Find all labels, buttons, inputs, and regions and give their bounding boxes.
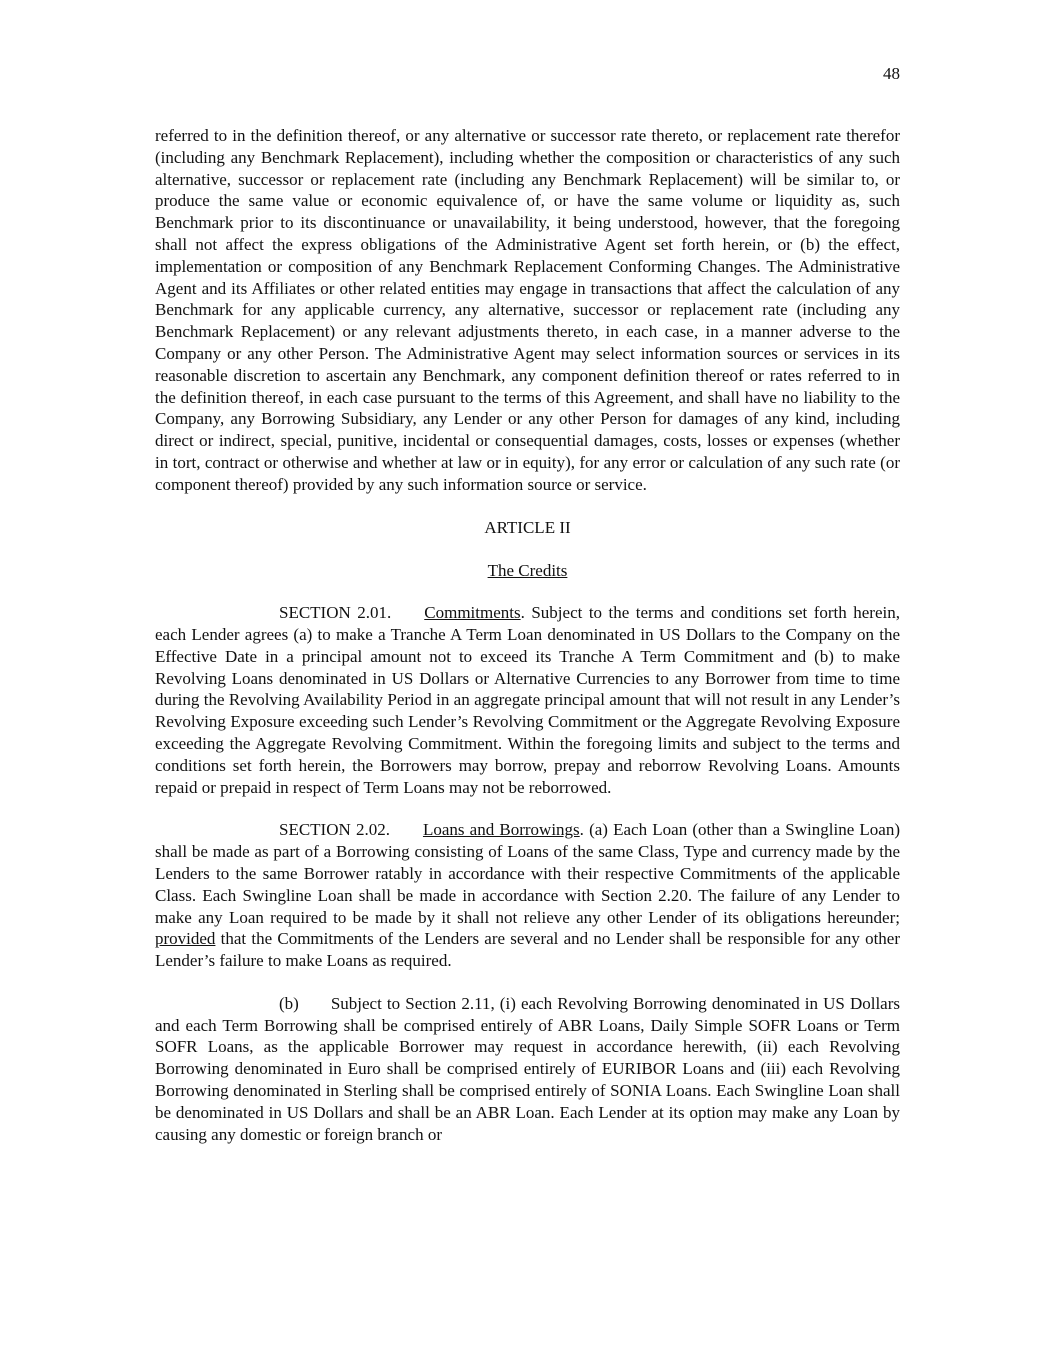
- section-2-02-b: [155, 993, 900, 1146]
- page-number: 48: [883, 64, 900, 83]
- section-2-01-body: . Subject to the terms and conditions set forth herein, each Lender agrees (a) to make a Tranche A Term Loan denominated in US Dollars to the Company on the Effective Date in a principal amount not to exceed its Tranche A Term Commitment and (b) to make Revolving Loans denominated in US Dollars or Alternative Currencies to any Borrower from time to time during the Revolving Availability Period in an aggregate principal amount that will not result in any Lender’s Revolving Exposure exceeding such Lender’s Revolving Commitment or the Aggregate Revolving Exposure exceeding the Aggregate Revolving Commitment. Within the foregoing limits and subject to the terms and conditions set forth herein, the Borrowers may borrow, prepay and reborrow Revolving Loans. Amounts repaid or prepaid in respect of Term Loans may not be reborrowed.: [155, 603, 900, 797]
- section-2-01: [155, 602, 900, 798]
- article-title: [155, 560, 900, 582]
- article-heading: ARTICLE II: [484, 517, 571, 537]
- section-2-02-title: Loans and Borrowings: [422, 820, 580, 840]
- section-2-02: [155, 819, 900, 972]
- section-2-02-provided: provided: [155, 929, 216, 949]
- section-2-02-body-after: that the Commitments of the Lenders are several and no Lender shall be responsible for any other Lender’s failure to make Loans as required.: [155, 929, 900, 971]
- section-2-02-body-before: . (a) Each Loan (other than a Swingline Loan) shall be made as part of a Borrowing consisting of Loans of the same Class, Type and currency made by the Lenders to the same Borrower ratably in accordance with their respective Commitments of the applicable Class. Each Swingline Loan shall be made in accordance with Section 2.20. The failure of any Lender to make any Loan required to be made by it shall not relieve any other Lender of its obligations hereunder;: [155, 820, 900, 927]
- section-2-01-number: SECTION 2.01.: [279, 603, 392, 623]
- section-2-01-title: Commitments: [424, 603, 521, 623]
- section-2-02-b-body: Subject to Section 2.11, (i) each Revolving Borrowing denominated in US Dollars and each Term Borrowing shall be comprised entirely of ABR Loans, Daily Simple SOFR Loans or Term SOFR Loans, as the applicable Borrower may request in accordance herewith, (ii) each Revolving Borrowing denominated in Euro shall be comprised entirely of EURIBOR Loans and (iii) each Revolving Borrowing denominated in Sterling shall be comprised entirely of SONIA Loans. Each Swingline Loan shall be denominated in US Dollars and shall be an ABR Loan. Each Lender at its option may make any Loan by causing any domestic or foreign branch or: [155, 993, 900, 1144]
- article-title-text: The Credits: [487, 561, 568, 581]
- section-2-02-number: SECTION 2.02.: [279, 820, 390, 840]
- document-body: [155, 125, 900, 1145]
- intro-paragraph: referred to in the definition thereof, or any alternative or successor rate thereto, or replacement rate therefor (including any Benchmark Replacement), including whether the composition or characteristics of any such alternative, successor or replacement rate (including any Benchmark Replacement) will be similar to, or produce the same value or economic equivalence of, or have the same volume or liquidity as, such Benchmark prior to its discontinuance or unavailability, it being understood, however, that the foregoing shall not affect the express obligations of the Administrative Agent set forth herein, or (b) the effect, implementation or composition of any Benchmark Replacement Conforming Changes. The Administrative Agent and its Affiliates or other related entities may engage in transactions that affect the calculation of any Benchmark for any applicable currency, any alternative, successor or replacement rate (including any Benchmark Replacement) or any relevant adjustments thereto, in each case, in a manner adverse to the Company or any other Person. The Administrative Agent may select information sources or services in its reasonable discretion to ascertain any Benchmark, any component definition thereof or rates referred to in the definition thereof, in each case pursuant to the terms of this Agreement, and shall have no liability to the Company, any Borrowing Subsidiary, any Lender or any other Person for damages of any kind, including direct or indirect, special, punitive, incidental or consequential damages, costs, losses or expenses (whether in tort, contract or otherwise and whether at law or in equity), for any error or calculation of any such rate (or component thereof) provided by any such information source or service.: [155, 126, 900, 494]
- section-2-02-b-label: (b): [279, 993, 299, 1013]
